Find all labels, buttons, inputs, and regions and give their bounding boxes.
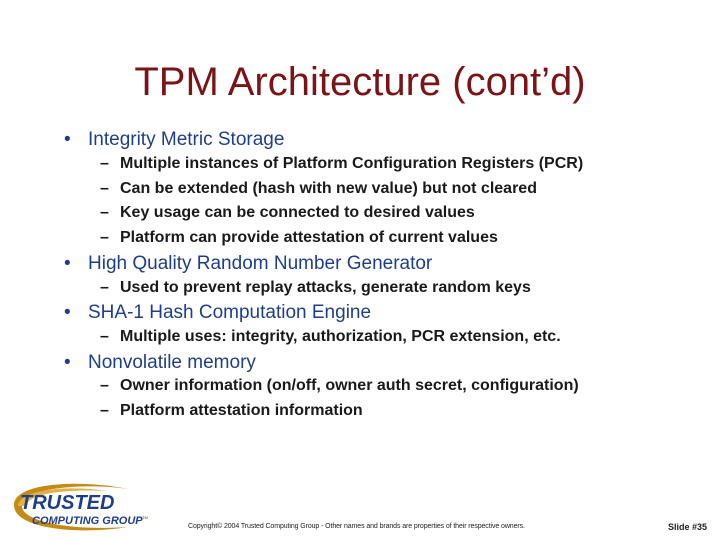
sub-bullet-dash: – (100, 155, 109, 172)
bullet-heading: High Quality Random Number Generator (88, 253, 433, 274)
bullet-marker: • (64, 253, 71, 274)
sub-bullet-text: Multiple uses: integrity, authorization, PCR extension, etc. (120, 328, 561, 345)
slide-title: TPM Architecture (cont’d) (134, 60, 586, 104)
sub-bullet-dash: – (100, 204, 109, 221)
sub-bullet-text: Used to prevent replay attacks, generate random keys (120, 279, 531, 296)
bullet-marker: • (64, 129, 71, 150)
sub-bullet-dash: – (100, 279, 109, 296)
footer-copyright: Copyright© 2004 Trusted Computing Group - Other names and brands are properties of their respective owners. (188, 523, 525, 530)
logo-line1: TRUSTED (20, 492, 115, 514)
sub-bullet-text: Platform can provide attestation of current values (120, 228, 498, 246)
sub-bullet-dash: – (100, 328, 109, 345)
sub-bullet-dash: – (100, 401, 109, 419)
sub-bullet-text: Can be extended (hash with new value) but not cleared (120, 179, 537, 197)
sub-bullet-dash: – (100, 377, 109, 394)
sub-bullet-text: Owner information (on/off, owner auth secret, configuration) (120, 377, 579, 394)
sub-bullet-text: Platform attestation information (120, 401, 363, 419)
bullet-heading: SHA-1 Hash Computation Engine (88, 302, 372, 323)
sub-bullet-dash: – (100, 179, 109, 197)
logo-tm: TM (142, 515, 148, 520)
footer-slide-number: Slide #35 (668, 522, 708, 532)
bullet-marker: • (64, 302, 71, 323)
sub-bullet-dash: – (100, 228, 109, 246)
bullet-marker: • (64, 352, 71, 373)
sub-bullet-text: Key usage can be connected to desired values (120, 204, 475, 221)
bullet-heading: Integrity Metric Storage (88, 129, 285, 150)
bullet-heading: Nonvolatile memory (88, 352, 256, 373)
trusted-computing-group-logo (8, 475, 198, 535)
logo-line2: COMPUTING GROUP (32, 515, 143, 527)
sub-bullet-text: Multiple instances of Platform Configuration Registers (PCR) (120, 155, 584, 172)
